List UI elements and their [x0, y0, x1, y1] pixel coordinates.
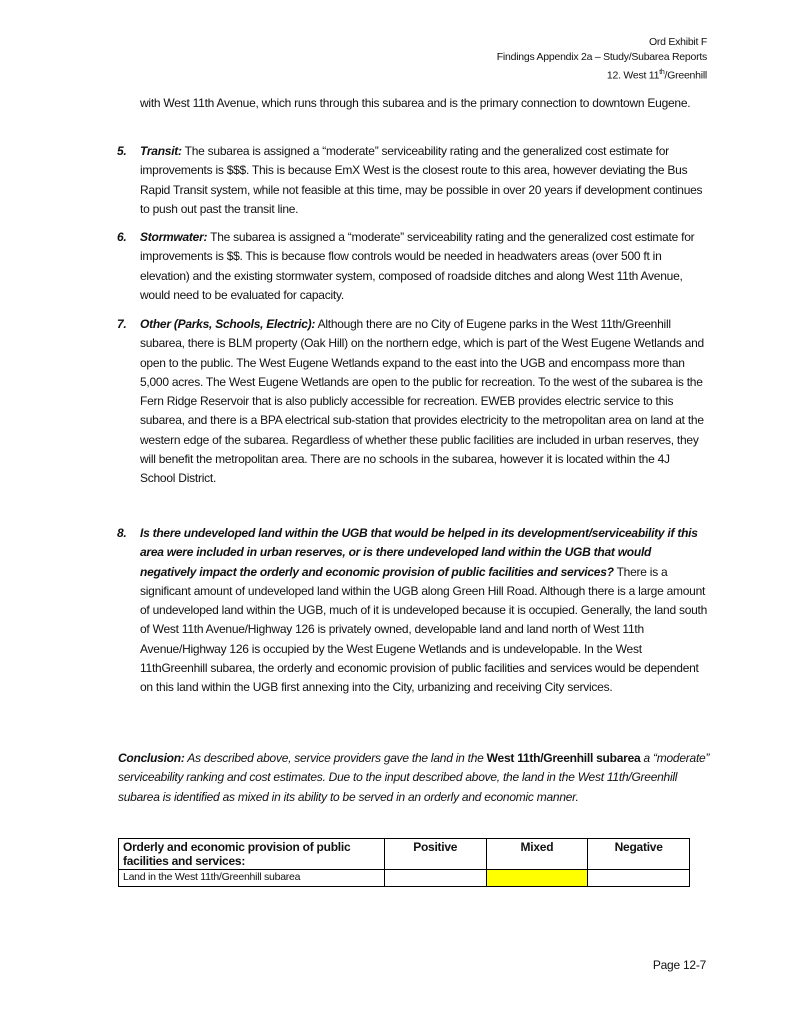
table-header: Negative: [588, 839, 690, 870]
page-header: [497, 35, 707, 84]
table-row: [119, 870, 690, 887]
page-number: Page 12-7: [652, 958, 706, 972]
item-stormwater: [117, 228, 708, 305]
conclusion-text: a “moderate” serviceability ranking and cost estimates. Due to the input described above, the land in the West 11th/Greenhill subarea is identified as mixed in its ability to be served in an orderly and economic manner.: [118, 751, 710, 804]
item-body: The subarea is assigned a “moderate” serviceability rating and the generalized cost estimate for improvements is $$. This is because flow controls would be needed in headwaters areas (over 500 ft in elevation) and the existing stormwater system, composed of roadside ditches and along West 11th Avenue, would need to be evaluated for capacity.: [140, 230, 695, 302]
table-header: Mixed: [486, 839, 588, 870]
intro-paragraph: with West 11th Avenue, which runs through this subarea and is the primary connection to downtown Eugene.: [140, 96, 691, 110]
item-number: 5.: [117, 144, 127, 158]
item-label: Other (Parks, Schools, Electric):: [140, 317, 316, 331]
item-label: Stormwater:: [140, 230, 208, 244]
table-header: Orderly and economic provision of public facilities and services:: [119, 839, 385, 870]
table-header-row: [119, 839, 690, 870]
conclusion-paragraph: [118, 749, 710, 807]
cell-positive: [384, 870, 486, 887]
item-number: 7.: [117, 317, 127, 331]
header-line: [497, 65, 707, 84]
item-transit: [117, 142, 708, 219]
item-label: Is there undeveloped land within the UGB that would be helped in its development/serviceability if this area were included in urban reserves, or is there undeveloped land within the UGB that would negatively impact the orderly and economic provision of public facilities and services?: [140, 526, 698, 579]
item-other: [117, 315, 708, 489]
item-number: 8.: [117, 526, 127, 540]
item-body: The subarea is assigned a “moderate” serviceability rating and the generalized cost estimate for improvements is $$$. This is because EmX West is the closest route to this area, however deviating the Bus Rapid Transit system, while not feasible at this time, may be possible in over 20 years if development continues to push out past the transit line.: [140, 144, 703, 216]
header-sup: th: [659, 69, 665, 76]
row-label: Land in the West 11th/Greenhill subarea: [119, 870, 385, 887]
header-text: /Greenhill: [664, 69, 707, 82]
rating-table: [118, 838, 690, 887]
cell-mixed: [486, 870, 588, 887]
header-text: 12. West 11: [606, 69, 660, 82]
item-label: Transit:: [140, 144, 182, 158]
item-body: Although there are no City of Eugene parks in the West 11th/Greenhill subarea, there is BLM property (Oak Hill) on the northern edge, which is part of the West Eugene Wetlands and open to the public. The West Eugene Wetlands expand to the east into the UGB and encompass more than 5,000 acres. The West Eugene Wetlands are open to the public for recreation. To the west of the subarea is the Fern Ridge Reservoir that is also publicly accessible for recreation. EWEB provides electric service to this subarea, and there is a BPA electrical sub-station that provides electricity to the metropolitan area on land at the western edge of the subarea. Regardless of whether these public facilities are included in urban reserves, they will benefit the metropolitan area. There are no schools in the subarea, however it is located within the 4J School District.: [140, 317, 704, 486]
item-number: 6.: [117, 230, 127, 244]
conclusion-text: As described above, service providers gave the land in the: [184, 751, 487, 765]
item-undeveloped-land: [117, 524, 708, 698]
table-header: Positive: [384, 839, 486, 870]
header-line: Ord Exhibit F: [648, 36, 707, 48]
item-body: There is a significant amount of undeveloped land within the UGB along Green Hill Road. Although there is a large amount of undeveloped land within the UGB, much of it is undeveloped because it is occupied. Generally, the land south of West 11th Avenue/Highway 126 is privately owned, developable land and land north of West 11th Avenue/Highway 126 is occupied by the West Eugene Wetlands and is undevelopable. In the West 11thGreenhill subarea, the orderly and economic provision of public facilities and services would be dependent on this land within the UGB first annexing into the City, urbanizing and receiving City services.: [140, 564, 708, 695]
cell-negative: [588, 870, 690, 887]
conclusion-label: Conclusion:: [118, 751, 185, 765]
header-line: Findings Appendix 2a – Study/Subarea Reports: [496, 51, 707, 63]
conclusion-bold: West 11th/Greenhill subarea: [486, 751, 641, 765]
